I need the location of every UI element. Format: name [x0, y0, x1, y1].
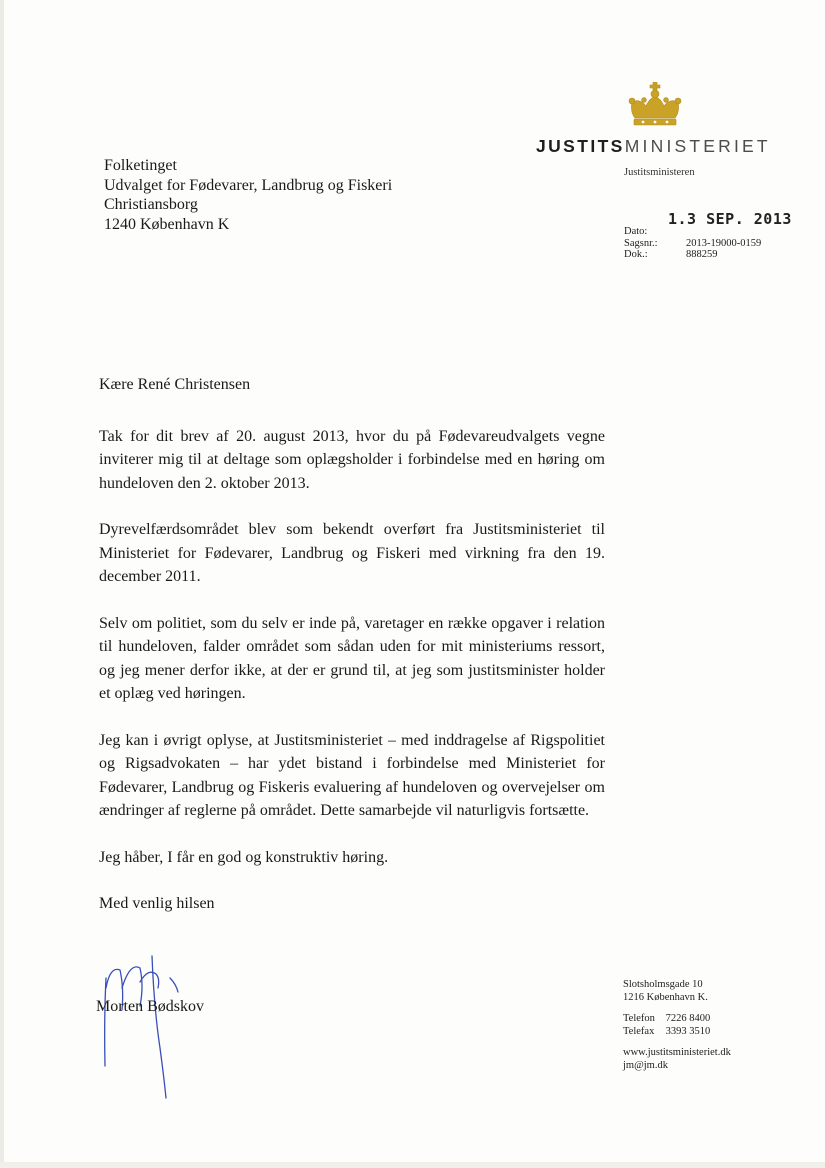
recipient-line: Christiansborg: [104, 196, 198, 213]
date-label: Dato:: [624, 226, 648, 237]
handwritten-signature: [88, 948, 198, 1103]
ministry-contact: [623, 979, 731, 1081]
salutation: Kære René Christensen: [99, 376, 251, 393]
ministry-subtitle: Justitsministeren: [624, 167, 695, 178]
paragraph: Tak for dit brev af 20. august 2013, hvor du på Fødevareudvalgets vegne inviterer mig til at deltage som oplægsholder i forbindelse med en høring om hundeloven den 2. oktober 2013.: [99, 427, 605, 492]
recipient-line: 1240 København K: [104, 215, 230, 233]
phone-block: [623, 1013, 731, 1038]
address-line: Slotsholmsgade 10: [623, 979, 703, 990]
closing: Med venlig hilsen: [99, 895, 215, 912]
document-number-value: 888259: [686, 249, 718, 260]
recipient-line: Udvalget for Fødevarer, Landbrug og Fiskeri: [104, 176, 393, 194]
fax-value: 3393 3510: [665, 1025, 711, 1037]
case-number-label: Sagsnr.:: [624, 237, 658, 249]
address-line: 1216 København K.: [623, 991, 708, 1003]
paragraph: Jeg kan i øvrigt oplyse, at Justitsministeriet – med inddragelse af Rigspolitiet og Rigsadvokaten – har ydet bistand i forbindelse med Ministeriet for Fødevarer, Landbrug og Fiskeris evaluering af hundeloven og overvejelser om ændringer af reglerne på området. Dette samarbejde vil naturligvis fortsætte.: [99, 731, 605, 819]
web-block: [623, 1047, 731, 1072]
ministry-name-light: MINISTERIET: [624, 136, 771, 156]
recipient-address: [104, 156, 392, 234]
paragraph: Jeg håber, I får en god og konstruktiv høring.: [99, 848, 389, 866]
letter-body: [99, 373, 605, 939]
recipient-line: Folketinget: [104, 157, 177, 174]
paragraph: Dyrevelfærdsområdet blev som bekendt overført fra Justitsministeriet til Ministeriet for Fødevarer, Landbrug og Fiskeri med virkning fra den 19. december 2011.: [99, 521, 605, 585]
ministry-name: [536, 136, 771, 157]
email-link[interactable]: jm@jm.dk: [623, 1059, 668, 1071]
phone-label: Telefon: [623, 1013, 655, 1024]
signer-name: Morten Bødskov: [96, 998, 204, 1015]
phone-value: 7226 8400: [665, 1013, 711, 1024]
fax-label: Telefax: [623, 1025, 655, 1037]
document-number-label: Dok.:: [624, 249, 648, 260]
ministry-name-bold: JUSTITS: [536, 136, 625, 156]
postal-address: [623, 979, 731, 1004]
case-number-value: 2013-19000-0159: [686, 237, 762, 249]
paragraph: Selv om politiet, som du selv er inde på, varetager en række opgaver i relation til hundeloven, falder området som sådan uden for mit ministeriums ressort, og jeg mener derfor ikke, at der er grund til, at jeg som justitsminister holder et oplæg ved høringen.: [99, 614, 605, 702]
website-link[interactable]: www.justitsministeriet.dk: [623, 1047, 731, 1058]
date-stamp: 1.3 SEP. 2013: [668, 210, 792, 228]
crown-icon: [626, 82, 684, 130]
page-bottom-shadow: [0, 1162, 825, 1168]
page-edge-shadow: [0, 0, 4, 1168]
